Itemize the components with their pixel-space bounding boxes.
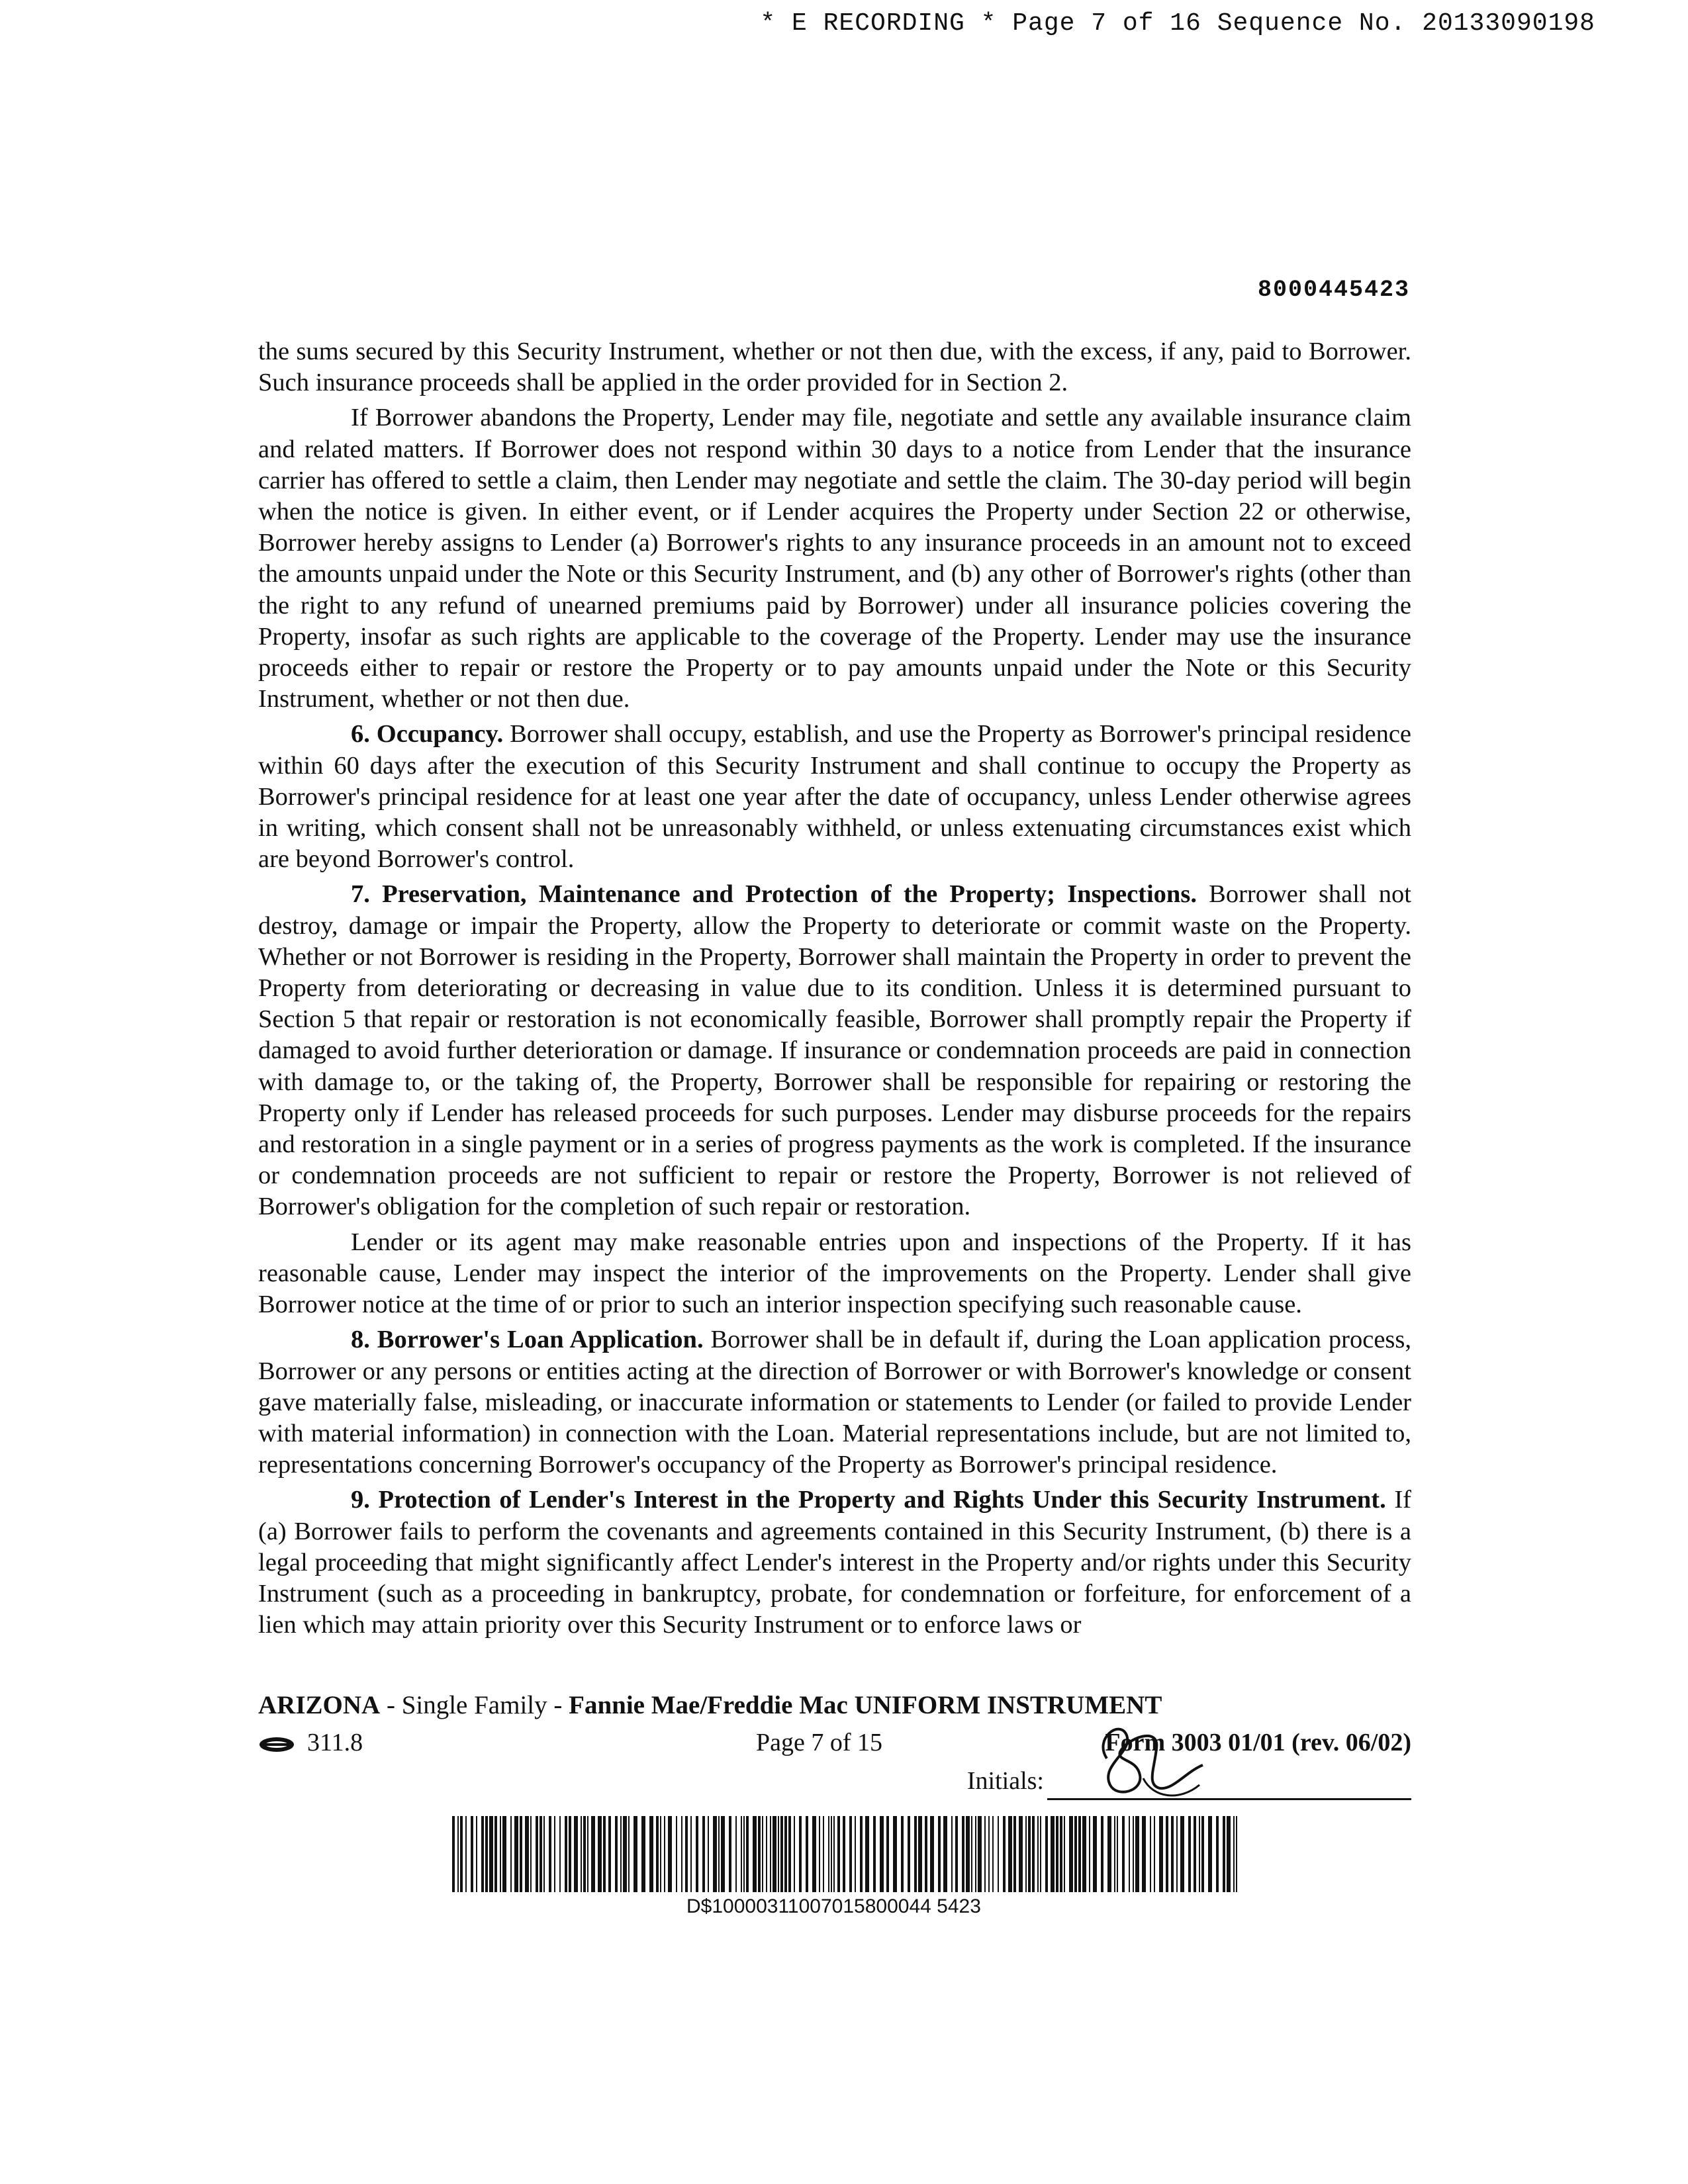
footer-form-code-text: 311.8 <box>307 1729 363 1756</box>
barcode-bar <box>886 1816 889 1892</box>
barcode-bar <box>865 1816 869 1892</box>
section-7-text: Borrower shall not destroy, damage or impair the Property, allow the Property to deteriorate or commit waste on the Property. Whether or not Borrower is residing in the Property, Borrower shall maintain the Property in order to prevent the Property from deteriorating or decreasing in value due to its condition. Unless it is determined pursuant to Section 5 that repair or restoration is not economically feasible, Borrower shall promptly repair the Property if damaged to avoid further deterioration or damage. If insurance or condemnation proceeds are paid in connection with damage to, or the taking of, the Property, Borrower shall be responsible for repairing or restoring the Property only if Lender has released proceeds for such purposes. Lender may disburse proceeds for the repairs and restoration in a single payment or in a series of progress payments as the work is completed. If the insurance or condemnation proceeds are not sufficient to repair or restore the Property, Borrower is not relieved of Borrower's obligation for the completion of such repair or restoration. <box>258 880 1411 1221</box>
barcode-bar <box>1176 1816 1178 1892</box>
barcode-bar <box>823 1816 824 1892</box>
barcode-bar <box>819 1816 820 1892</box>
footer-separator: - <box>380 1691 402 1719</box>
section-7-heading: 7. Preservation, Maintenance and Protection of the Property; Inspections. <box>351 880 1197 909</box>
barcode-number: D$10000311007015800044 5423 <box>686 1895 981 1917</box>
footer-form-code <box>258 1728 363 1757</box>
barcode-bar <box>880 1816 884 1892</box>
barcode-bar <box>741 1816 742 1892</box>
barcode-bar <box>1032 1816 1035 1892</box>
barcode-bar <box>1056 1816 1058 1892</box>
barcode-bar <box>1107 1816 1111 1892</box>
barcode-bar <box>1082 1816 1086 1892</box>
barcode-bar <box>873 1816 876 1892</box>
barcode-bar <box>758 1816 761 1892</box>
barcode-bar <box>633 1816 637 1892</box>
initials-label: Initials: <box>966 1767 1044 1795</box>
barcode-bar <box>591 1816 595 1892</box>
barcode-bar <box>1233 1816 1235 1892</box>
barcode-bar <box>794 1816 795 1892</box>
barcode-bar <box>930 1816 934 1892</box>
barcode-bar <box>581 1816 582 1892</box>
section-9-protection <box>258 1484 1411 1641</box>
barcode-bar <box>543 1816 545 1892</box>
barcode-bar <box>660 1816 661 1892</box>
barcode-bar <box>514 1816 518 1892</box>
section-9-heading: 9. Protection of Lender's Interest in the Property and Rights Under this Security Instrument. <box>351 1486 1386 1514</box>
barcode-bar <box>603 1816 606 1892</box>
barcode-bar <box>925 1816 927 1892</box>
barcode-bar <box>1037 1816 1039 1892</box>
barcode-bar <box>1166 1816 1168 1892</box>
barcode-bar <box>784 1816 787 1892</box>
barcode-bar <box>988 1816 990 1892</box>
barcode-bar <box>615 1816 618 1892</box>
barcode-bar <box>770 1816 771 1892</box>
barcode-bar <box>608 1816 611 1892</box>
barcode-bar <box>500 1816 501 1892</box>
barcode-bar <box>1135 1816 1139 1892</box>
barcode-bar <box>718 1816 720 1892</box>
barcode-bar <box>1101 1816 1103 1892</box>
barcode-bar <box>649 1816 653 1892</box>
barcode-bar <box>1142 1816 1146 1892</box>
barcode-bar <box>975 1816 976 1892</box>
barcode-bar <box>494 1816 497 1892</box>
barcode-bar <box>1117 1816 1118 1892</box>
barcode-bar <box>1089 1816 1090 1892</box>
barcode-bar <box>628 1816 630 1892</box>
barcode-bar <box>721 1816 725 1892</box>
barcode-bar <box>574 1816 578 1892</box>
barcode-bar <box>951 1816 953 1892</box>
barcode-bar <box>1040 1816 1041 1892</box>
barcode-bar <box>1236 1816 1237 1892</box>
barcode-bar <box>1208 1816 1212 1892</box>
barcode-bar <box>1150 1816 1151 1892</box>
barcode-bar <box>1129 1816 1130 1892</box>
section-8-heading: 8. Borrower's Loan Application. <box>351 1326 704 1354</box>
document-number: 8000445423 <box>1257 277 1410 303</box>
barcode-bar <box>966 1816 970 1892</box>
document-body <box>258 336 1411 1645</box>
form-footer <box>258 1690 1411 1801</box>
barcode-bar <box>893 1816 897 1892</box>
section-9-text: If (a) Borrower fails to perform the covenants and agreements contained in this Security Instrument, (b) there is a legal proceeding that might significantly affect Lender's interest in the Property and/or rights under this Security Instrument (such as a proceeding in bankruptcy, probate, for condemnation or forfeiture, for enforcement of a lien which may attain priority over this Security Instrument or to enforce laws or <box>258 1486 1411 1639</box>
barcode-bar <box>1216 1816 1219 1892</box>
barcode-bar <box>1227 1816 1231 1892</box>
barcode-bar <box>1154 1816 1155 1892</box>
footer-separator: - <box>547 1691 569 1719</box>
barcode-bar <box>849 1816 852 1892</box>
barcode-bar <box>656 1816 659 1892</box>
barcode-bar <box>620 1816 622 1892</box>
barcode-bar <box>583 1816 586 1892</box>
barcode-bar <box>465 1816 467 1892</box>
barcode-bar <box>569 1816 571 1892</box>
footer-instrument-line <box>258 1690 1411 1720</box>
barcode-bar <box>681 1816 682 1892</box>
barcode-bar <box>971 1816 972 1892</box>
barcode-bar <box>762 1816 763 1892</box>
barcode-bar <box>457 1816 459 1892</box>
barcode-bar <box>481 1816 484 1892</box>
barcode-bar <box>559 1816 561 1892</box>
barcode-bar <box>799 1816 802 1892</box>
footer-page-label: Page 7 of 15 <box>756 1729 883 1756</box>
footer-instrument: Fannie Mae/Freddie Mac UNIFORM INSTRUMENT <box>569 1691 1162 1719</box>
barcode-bar <box>539 1816 542 1892</box>
section-6-text: Borrower shall occupy, establish, and use the Property as Borrower's principal residence within 60 days after the execution of this Security Instrument and shall continue to occupy the Property as Borrower's principal residence for at least one year after the date of occupancy, unless Lender otherwise agrees in writing, which consent shall not be unreasonably withheld, or unless extenuating circumstances exist which are beyond Borrower's control. <box>258 720 1411 874</box>
barcode-bar <box>860 1816 863 1892</box>
section-6-heading: 6. Occupancy. <box>351 720 504 749</box>
barcode-bar <box>843 1816 845 1892</box>
barcode-bar <box>1159 1816 1163 1892</box>
barcode-bar <box>587 1816 588 1892</box>
barcode-bar <box>1013 1816 1016 1892</box>
section-7-preservation <box>258 879 1411 1222</box>
barcode-bar <box>746 1816 749 1892</box>
barcode-bar <box>1051 1816 1055 1892</box>
barcode-bar <box>1199 1816 1200 1892</box>
barcode-bar <box>1078 1816 1081 1892</box>
barcode-bar <box>1180 1816 1184 1892</box>
barcode-bar <box>1028 1816 1031 1892</box>
barcode-bar <box>1025 1816 1027 1892</box>
barcode-bar <box>489 1816 493 1892</box>
barcode-bar <box>1045 1816 1048 1892</box>
barcode-bar <box>1069 1816 1073 1892</box>
barcode-bar <box>992 1816 994 1892</box>
barcode-bar <box>1133 1816 1134 1892</box>
barcode-bar <box>962 1816 964 1892</box>
section-8-text: Borrower shall be in default if, during the Loan application process, Borrower or any persons or entities acting at the direction of Borrower or with Borrower's knowledge or consent gave materially false, misleading, or inaccurate information or statements to Lender (or failed to provide Lender with material information) in connection with the Loan. Material representations include, but are not limited to, representations concerning Borrower's occupancy of the Property as Borrower's principal residence. <box>258 1326 1411 1479</box>
barcode-bar <box>943 1816 947 1892</box>
barcode-bar <box>713 1816 717 1892</box>
barcode <box>452 1816 1241 1892</box>
barcode-bar <box>598 1816 602 1892</box>
barcode-bar <box>908 1816 910 1892</box>
barcode-bar <box>780 1816 783 1892</box>
barcode-bar <box>743 1816 745 1892</box>
section-8-loan-application <box>258 1324 1411 1480</box>
barcode-bar <box>766 1816 767 1892</box>
barcode-bar <box>471 1816 473 1892</box>
barcode-bar <box>855 1816 856 1892</box>
barcode-bar <box>676 1816 677 1892</box>
paragraph-insurance-proceeds: the sums secured by this Security Instrument, whether or not then due, with the excess, if any, paid to Borrower. Such insurance proceeds shall be applied in the order provided for in Section 2. <box>258 338 1411 397</box>
barcode-bar <box>837 1816 840 1892</box>
barcode-bar <box>554 1816 555 1892</box>
footer-form-number: Form 3003 01/01 (rev. 06/02) <box>1105 1729 1411 1756</box>
barcode-bar <box>668 1816 672 1892</box>
barcode-bar <box>753 1816 757 1892</box>
footer-family: Single Family <box>401 1691 547 1719</box>
barcode-bar <box>452 1816 455 1892</box>
barcode-bar <box>476 1816 477 1892</box>
barcode-bar <box>1093 1816 1097 1892</box>
barcode-bar <box>978 1816 982 1892</box>
barcode-bar <box>485 1816 488 1892</box>
initials-signature <box>1080 1712 1213 1805</box>
barcode-bar <box>735 1816 737 1892</box>
barcode-bar <box>918 1816 922 1892</box>
barcode-bar <box>525 1816 529 1892</box>
barcode-bar <box>828 1816 829 1892</box>
barcode-bar <box>901 1816 904 1892</box>
barcode-bar <box>788 1816 791 1892</box>
barcode-bar <box>549 1816 551 1892</box>
barcode-bar <box>520 1816 522 1892</box>
barcode-bar <box>690 1816 692 1892</box>
barcode-bar <box>1008 1816 1012 1892</box>
barcode-bar <box>1188 1816 1191 1892</box>
barcode-bar <box>773 1816 776 1892</box>
barcode-bar <box>685 1816 688 1892</box>
barcode-bar <box>708 1816 709 1892</box>
vmp-logo-icon <box>258 1736 295 1753</box>
barcode-bar <box>938 1816 941 1892</box>
barcode-bar <box>536 1816 538 1892</box>
barcode-bar <box>1223 1816 1225 1892</box>
paragraph-abandonment: If Borrower abandons the Property, Lender may file, negotiate and settle any available insurance claim and related matters. If Borrower does not respond within 30 days to a notice from Lender that the insurance carrier has offered to settle a claim, then Lender may negotiate and settle the claim. The 30-day period will begin when the notice is given. In either event, or if Lender acquires the Property under Section 22 or otherwise, Borrower hereby assigns to Lender (a) Borrower's rights to any insurance proceeds in an amount not to exceed the amounts unpaid under the Note or this Security Instrument, and (b) any other of Borrower's rights (other than the right to any refund of unearned premiums paid by Borrower) under all insurance policies covering the Property, insofar as such rights are applicable to the coverage of the Property. Lender may use the insurance proceeds either to repair or restore the Property or to pay amounts unpaid under the Note or this Security Instrument, whether or not then due. <box>258 404 1411 713</box>
barcode-bar <box>1003 1816 1006 1892</box>
barcode-bar <box>696 1816 698 1892</box>
barcode-bar <box>806 1816 808 1892</box>
barcode-bar <box>914 1816 917 1892</box>
footer-state: ARIZONA <box>258 1691 381 1719</box>
barcode-bar <box>955 1816 958 1892</box>
barcode-bar <box>998 1816 999 1892</box>
barcode-bar <box>1074 1816 1077 1892</box>
barcode-bar <box>984 1816 986 1892</box>
barcode-bar <box>729 1816 731 1892</box>
barcode-bar <box>460 1816 463 1892</box>
barcode-bar <box>1171 1816 1174 1892</box>
barcode-bar <box>831 1816 832 1892</box>
barcode-bar <box>530 1816 532 1892</box>
barcode-bar <box>510 1816 512 1892</box>
section-6-occupancy <box>258 719 1411 875</box>
barcode-bar <box>833 1816 835 1892</box>
barcode-bar <box>1122 1816 1125 1892</box>
barcode-bar <box>812 1816 816 1892</box>
barcode-bar <box>623 1816 627 1892</box>
barcode-bar <box>778 1816 779 1892</box>
barcode-bar <box>1064 1816 1065 1892</box>
barcode-bar <box>1194 1816 1196 1892</box>
barcode-bar <box>641 1816 645 1892</box>
barcode-bar <box>664 1816 665 1892</box>
barcode-bar <box>502 1816 506 1892</box>
paragraph-inspections: Lender or its agent may make reasonable entries upon and inspections of the Property. If it has reasonable cause, Lender may inspect the interior of the improvements on the Property. Lender shall give Borrower notice at the time of or prior to such an interior inspection specifying such reasonable cause. <box>258 1228 1411 1319</box>
barcode-bar <box>702 1816 705 1892</box>
barcode-bar <box>1060 1816 1062 1892</box>
barcode-bar <box>565 1816 567 1892</box>
barcode-bar <box>1201 1816 1204 1892</box>
barcode-bar <box>1019 1816 1023 1892</box>
barcode-bar <box>1114 1816 1115 1892</box>
recording-stamp: * E RECORDING * Page 7 of 16 Sequence No. 20133090198 <box>760 9 1595 38</box>
